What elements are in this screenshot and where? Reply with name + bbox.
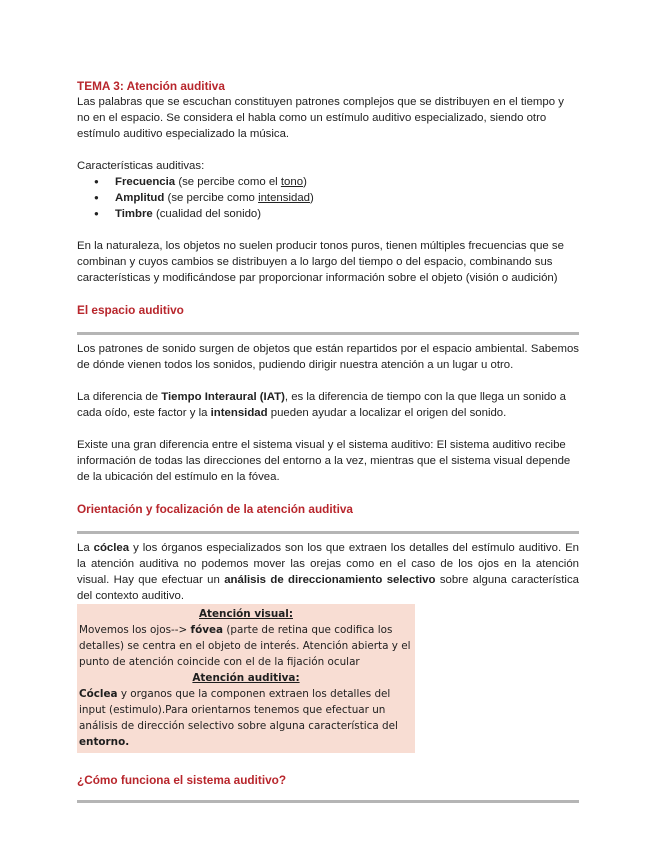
- espacio-paragraph-1: Los patrones de sonido surgen de objetos que están repartidos por el espacio ambiental. Sabemos de dónde vienen todos los sonidos, pudiendo dirigir nuestra atención a un lugar u otro.: [77, 343, 579, 371]
- document-content: [77, 78, 579, 809]
- list-item: ● Frecuencia (se percibe como el tono): [115, 174, 579, 190]
- espacio-paragraph-3: Existe una gran diferencia entre el sistema visual y el sistema auditivo: El sistema auditivo recibe información de todas las direcciones del entorno a la vez, mientras que el sistema visual depende de la ubicación del estímulo en la fóvea.: [77, 439, 571, 483]
- caracteristicas-heading: Características auditivas:: [77, 160, 205, 172]
- section-divider: [77, 800, 579, 803]
- orientacion-paragraph: La cóclea y los órganos especializados son los que extraen los detalles del estímulo auditivo. En la atención auditiva no podemos mover las orejas como en el caso de los ojos en la atención visual. Hay que efectuar un análisis de direccionamiento selectivo sobre alguna característica del contexto auditivo.: [77, 542, 580, 602]
- list-item: ● Timbre (cualidad del sonido): [115, 206, 579, 222]
- caracteristicas-list: [77, 174, 579, 222]
- espacio-paragraph-2: La diferencia de Tiempo Interaural (IAT), es la diferencia de tiempo con la que llega un sonido a cada oído, este factor y la intensidad pueden ayudar a localizar el origen del sonido.: [77, 391, 567, 419]
- intro-paragraph: Las palabras que se escuchan constituyen patrones complejos que se distribuyen en el tiempo y no en el espacio. Se considera el habla como un estímulo auditivo especializado, siendo otro estímulo auditivo especializado la música.: [77, 96, 564, 140]
- page-title: TEMA 3: Atención auditiva: [77, 79, 225, 93]
- handwritten-note-box: [77, 604, 415, 753]
- section-heading-orientacion: Orientación y focalización de la atención auditiva: [77, 502, 353, 516]
- naturaleza-paragraph: En la naturaleza, los objetos no suelen producir tonos puros, tienen múltiples frecuencias que se combinan y cuyos cambios se distribuyen a lo largo del tiempo o del espacio, combinando sus características y modificándose par proporcionar información sobre el objeto (visión o audición): [77, 240, 564, 284]
- note-heading-visual: Atención visual:: [199, 608, 293, 620]
- section-heading-espacio: El espacio auditivo: [77, 303, 184, 317]
- note-heading-auditiva: Atención auditiva:: [192, 672, 300, 684]
- note-auditiva-text: Cóclea y organos que la componen extraen los detalles del input (estimulo).Para orientarnos tenemos que efectuar un análisis de dirección selectivo sobre alguna característica del entorno.: [79, 688, 398, 748]
- section-divider: [77, 332, 579, 335]
- section-heading-funciona: ¿Cómo funciona el sistema auditivo?: [77, 773, 287, 787]
- note-visual-text: Movemos los ojos--> fóvea (parte de retina que codifica los detalles) se centra en el objeto de interés. Atención abierta y el punto de atención coincide con el de la fijación ocular: [79, 624, 411, 668]
- section-divider: [77, 531, 579, 534]
- list-item: ● Amplitud (se percibe como intensidad): [115, 190, 579, 206]
